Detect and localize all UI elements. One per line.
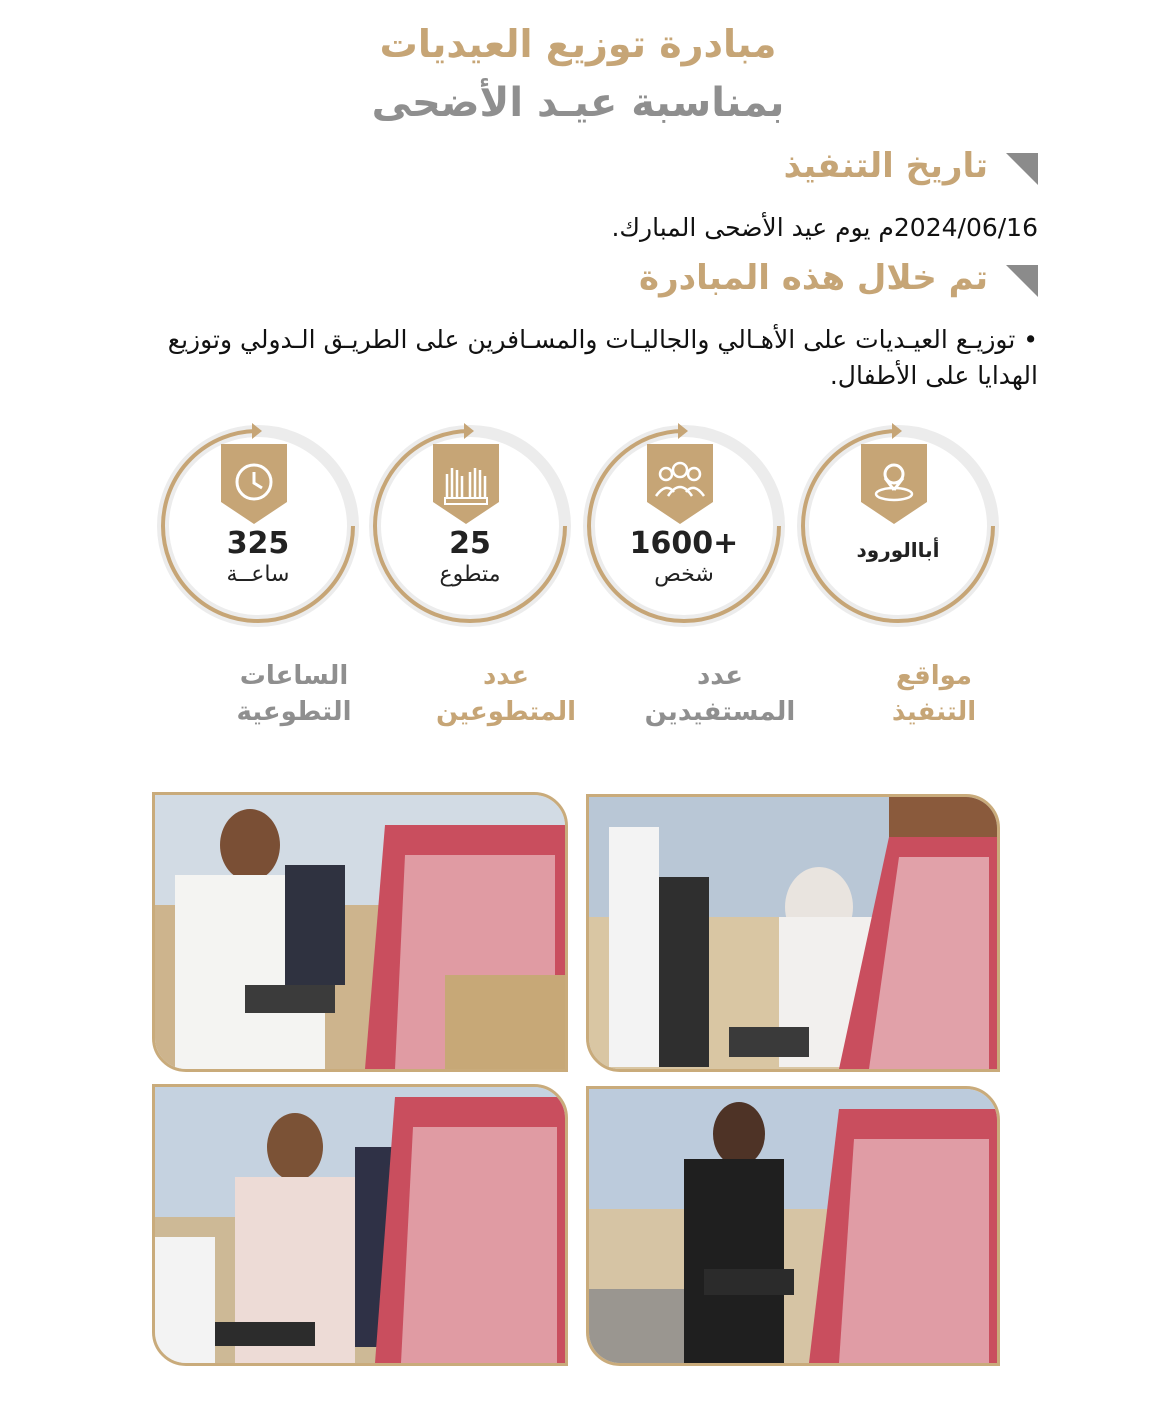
stat-caption xyxy=(194,658,394,730)
page-subtitle: بمناسبة عيـد الأضحى xyxy=(371,80,785,126)
activity-heading-text: تم خلال هذه المبادرة xyxy=(639,258,988,298)
date-text: 2024/06/16م يوم عيد الأضحى المبارك. xyxy=(611,213,1038,242)
stat-card xyxy=(364,420,576,632)
stat-card xyxy=(152,420,364,632)
stat-unit: ساعــة xyxy=(226,562,290,587)
photo-icon xyxy=(589,797,997,1069)
stat-caption xyxy=(406,658,606,730)
people-group-icon xyxy=(647,444,713,524)
photo-top-right xyxy=(586,794,1000,1072)
location-pin-icon xyxy=(861,444,927,524)
date-heading xyxy=(784,146,1038,186)
activity-text: • توزيـع العيـديات على الأهـالي والجاليـات والمسـافرين على الطريـق الـدولي وتوزيع الهدايا على الأطفال. xyxy=(167,325,1038,390)
photo-icon xyxy=(155,1087,565,1363)
stat-caption-line1: مواقع xyxy=(895,661,973,691)
photo-icon xyxy=(589,1089,997,1363)
stat-value: 25 xyxy=(449,526,491,561)
stat-caption xyxy=(620,658,820,730)
clock-icon xyxy=(221,444,287,524)
stat-value: أباالورود xyxy=(856,538,940,562)
date-heading-text: تاريخ التنفيذ xyxy=(783,146,988,186)
stat-caption-line1: عدد xyxy=(482,661,530,691)
photo-icon xyxy=(155,795,565,1069)
stat-unit: متطوع xyxy=(439,562,501,587)
stat-caption xyxy=(834,658,1034,730)
stat-unit: شخص xyxy=(654,562,714,587)
stat-value: +1600 xyxy=(629,526,739,561)
stat-caption-line2: التنفيذ xyxy=(891,697,977,727)
photo-top-left xyxy=(152,792,568,1072)
stat-caption-line2: المتطوعين xyxy=(435,697,577,727)
stat-caption-line1: الساعات xyxy=(239,661,349,691)
stat-caption-line2: التطوعية xyxy=(236,697,352,727)
stat-card xyxy=(792,420,1004,632)
stat-caption-line2: المستفيدين xyxy=(644,697,796,727)
stat-caption-line1: عدد xyxy=(696,661,744,691)
heading-marker-icon xyxy=(1006,153,1038,185)
stat-value: 325 xyxy=(226,526,290,561)
stat-card xyxy=(578,420,790,632)
activity-heading xyxy=(639,258,1038,298)
raised-hands-icon xyxy=(433,444,499,524)
photo-bottom-left xyxy=(152,1084,568,1366)
page-title: مبادرة توزيع العيديات xyxy=(379,22,777,66)
photo-bottom-right xyxy=(586,1086,1000,1366)
heading-marker-icon xyxy=(1006,265,1038,297)
